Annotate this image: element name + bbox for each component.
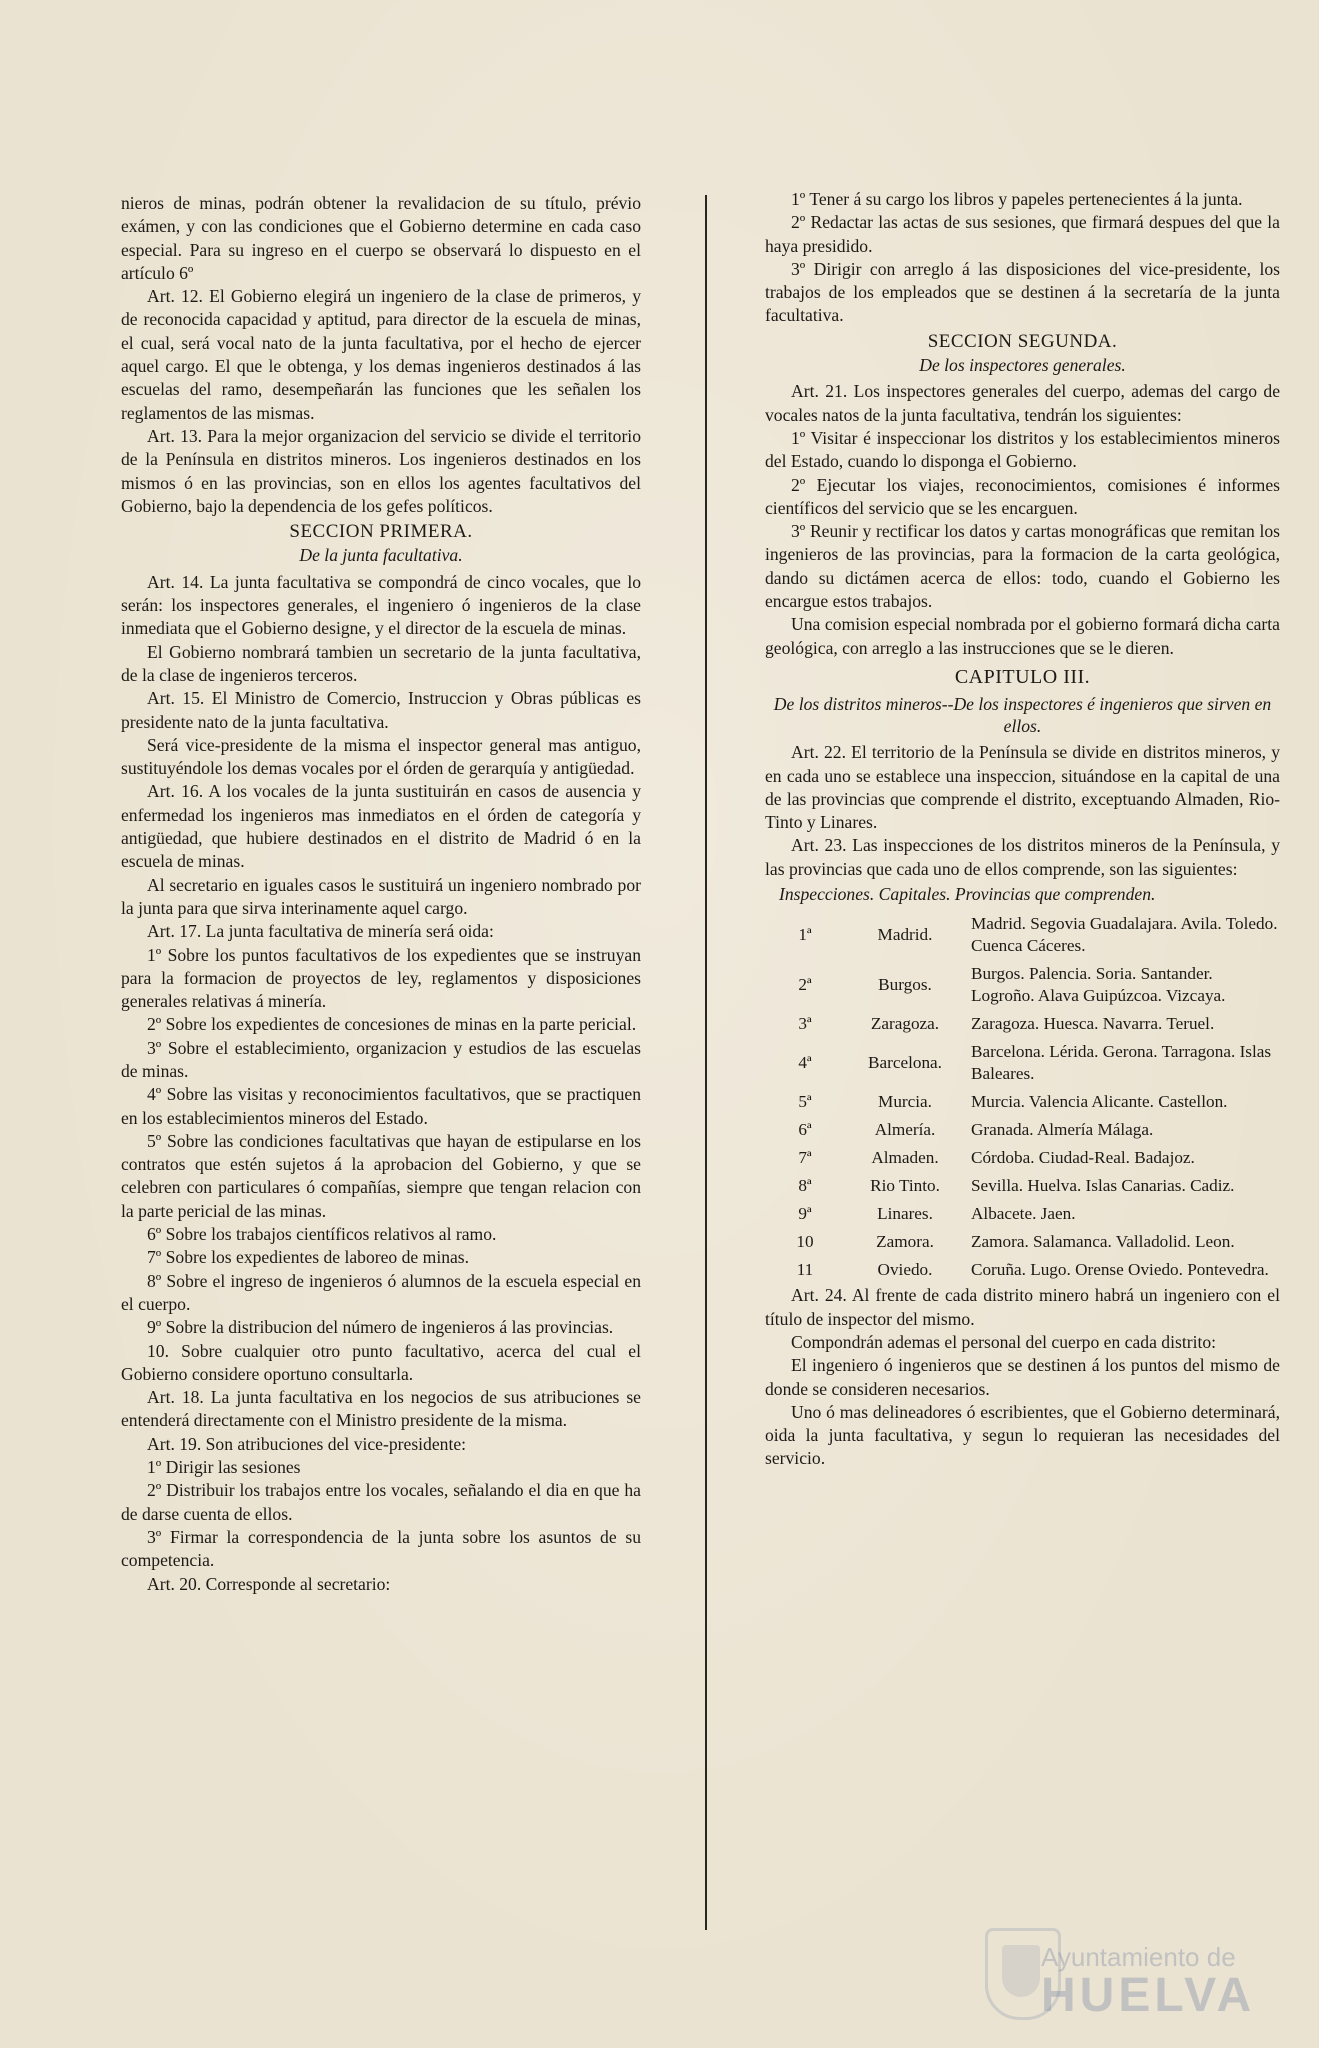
paragraph: 2º Redactar las actas de sus sesiones, que firmará despues del que la haya presidido. (765, 212, 1280, 256)
paragraph: Uno ó mas delineadores ó escribientes, que el Gobierno determinará, oida la junta facultativa, y segun lo requieran las necesidades del servicio. (765, 1401, 1280, 1469)
table-cell-provinces: Coruña. Lugo. Orense Oviedo. Pontevedra. (971, 1260, 1269, 1280)
paragraph: Compondrán ademas el personal del cuerpo en cada distrito: (791, 1331, 1217, 1352)
paragraph: El Gobierno nombrará tambien un secretario de la junta facultativa, de la clase de ingenieros terceros. (121, 641, 641, 685)
paragraph: Será vice-presidente de la misma el inspector general mas antiguo, sustituyéndole los demas vocales por el órden de gerarquía y antigüedad. (121, 734, 641, 779)
table-cell-provinces: Barcelona. Lérida. Gerona. Tarragona. Islas Baleares. (971, 1042, 1272, 1084)
paragraph: Art. 12. El Gobierno elegirá un ingeniero de la clase de primeros, y de reconocida capacidad y aptitud, para director de la escuela de minas, el cual, será vocal nato de la junta facultativa, por el hecho de ejercer aquel cargo. El que le obtenga, y los demas ingenieros destinados á las escuelas del ramo, desempeñarán las funciones que les señalen los reglamentos de las mismas. (121, 286, 641, 423)
table-row (765, 1200, 1280, 1228)
paragraph: 2º Distribuir los trabajos entre los vocales, señalando el dia en que ha de darse cuenta de ellos. (121, 1480, 641, 1524)
paragraph: Una comision especial nombrada por el gobierno formará dicha carta geológica, con arreglo a las instrucciones que se le dieren. (765, 614, 1280, 658)
paragraph: Art. 22. El territorio de la Península se divide en distritos mineros, y en cada uno se establece una inspeccion, situándose en la capital de una de las provincias que comprende el distrito, exceptuando Almaden, Rio-Tinto y Linares. (765, 742, 1280, 833)
paragraph: 4º Sobre las visitas y reconocimientos facultativos, que se practiquen en los establecimientos mineros del Estado. (121, 1084, 641, 1128)
paragraph: 3º Firmar la correspondencia de la junta sobre los asuntos de su competencia. (121, 1526, 641, 1571)
table-cell-provinces: Sevilla. Huelva. Islas Canarias. Cadiz. (971, 1176, 1235, 1196)
paragraph: 10. Sobre cualquier otro punto facultativo, acerca del cual el Gobierno considere oportuno consultarla. (121, 1340, 641, 1384)
paragraph: 3º Reunir y rectificar los datos y cartas monográficas que remitan los ingenieros de las provincias, para la formacion de la carta geológica, dando su dictámen acerca de ellos: todo, cuando el Gobierno les encargue estos trabajos. (765, 521, 1280, 612)
watermark-line2: HUELVA (1041, 1969, 1256, 2022)
paragraph: 8º Sobre el ingreso de ingenieros ó alumnos de la escuela especial en el cuerpo. (121, 1270, 641, 1314)
table-cell-capital: Burgos. (878, 975, 932, 995)
table-cell-number: 8ª (798, 1176, 812, 1196)
paragraph: Art. 15. El Ministro de Comercio, Instruccion y Obras públicas es presidente nato de la junta facultativa. (121, 688, 641, 732)
table-cell-number: 4ª (798, 1053, 812, 1073)
table-cell-provinces: Córdoba. Ciudad-Real. Badajoz. (971, 1148, 1195, 1168)
inspections-table (765, 910, 1280, 1284)
paragraph: 1º Visitar é inspeccionar los distritos y los establecimientos mineros del Estado, cuando lo disponga el Gobierno. (765, 427, 1280, 472)
paragraph: Al secretario en iguales casos le sustituirá un ingeniero nombrado por la junta para que sirva interinamente aquel cargo. (121, 874, 641, 918)
paragraph: nieros de minas, podrán obtener la revalidacion de su título, prévio exámen, y con las condiciones que el Gobierno determine en cada caso especial. Para su ingreso en el cuerpo se observará lo dispuesto en el artículo 6º (121, 193, 641, 283)
table-row (765, 910, 1280, 960)
right-column (765, 188, 1280, 1471)
table-cell-number: 9ª (798, 1204, 812, 1224)
paragraph: 6º Sobre los trabajos científicos relativos al ramo. (147, 1224, 497, 1245)
table-row (765, 1144, 1280, 1172)
paragraph: 1º Tener á su cargo los libros y papeles pertenecientes á la junta. (791, 189, 1243, 209)
paragraph: Art. 19. Son atribuciones del vice-presidente: (147, 1433, 467, 1454)
table-cell-capital: Almería. (874, 1120, 936, 1140)
table-row (765, 1228, 1280, 1256)
table-cell-number: 11 (796, 1260, 814, 1280)
table-cell-provinces: Madrid. Segovia Guadalajara. Avila. Toledo. Cuenca Cáceres. (971, 914, 1278, 956)
paragraph: Art. 17. La junta facultativa de minería será oida: (147, 921, 494, 942)
paragraph: 3º Dirigir con arreglo á las disposiciones del vice-presidente, los trabajos de los empleados que se destinen á la secretaría de la junta facultativa. (765, 258, 1280, 326)
archive-watermark (985, 1922, 1285, 2022)
table-cell-provinces: Burgos. Palencia. Soria. Santander. Logroño. Alava Guipúzcoa. Vizcaya. (971, 964, 1226, 1006)
table-cell-provinces: Zamora. Salamanca. Valladolid. Leon. (971, 1232, 1235, 1252)
paragraph: 9º Sobre la distribucion del número de ingenieros á las provincias. (147, 1317, 614, 1338)
paragraph: Art. 16. A los vocales de la junta sustituirán en casos de ausencia y enfermedad los ingenieros mas inmediatos en el órden de categoría y antigüedad, que hubiere destinados en el distrito de Madrid ó en la escuela de minas. (121, 781, 641, 872)
table-cell-provinces: Murcia. Valencia Alicante. Castellon. (971, 1092, 1228, 1112)
table-cell-number: 5ª (798, 1092, 812, 1112)
table-cell-capital: Oviedo. (877, 1260, 933, 1280)
chapter-subtitle: De los distritos mineros--De los inspectores é ingenieros que sirven en ellos. (773, 694, 1272, 737)
table-cell-capital: Almaden. (871, 1148, 939, 1168)
paragraph: Art. 18. La junta facultativa en los negocios de sus atribuciones se entenderá directamente con el Ministro presidente de la misma. (121, 1387, 641, 1431)
table-cell-number: 10 (796, 1232, 814, 1252)
paragraph: Art. 13. Para la mejor organizacion del servicio se divide el territorio de la Península en distritos mineros. Los ingenieros destinados en los mismos ó en las provincias, son en ellos los agentes facultativos del Gobierno, bajo la dependencia de los gefes políticos. (121, 425, 641, 516)
paragraph: El ingeniero ó ingenieros que se destinen á los puntos del mismo de donde se consideren necesarios. (765, 1355, 1280, 1399)
section-title: SECCION SEGUNDA. (927, 330, 1118, 352)
section-subtitle: De la junta facultativa. (299, 545, 463, 566)
paragraph: Art. 24. Al frente de cada distrito minero habrá un ingeniero con el título de inspector del mismo. (765, 1285, 1280, 1329)
watermark-line1: Ayuntamiento de (1041, 1942, 1236, 1972)
paragraph: 2º Ejecutar los viajes, reconocimientos, comisiones é informes científicos del servicio que se les encarguen. (765, 474, 1280, 518)
table-row (765, 1116, 1280, 1144)
paragraph: 2º Sobre los expedientes de concesiones de minas en la parte pericial. (147, 1014, 637, 1035)
paragraph: 7º Sobre los expedientes de laboreo de minas. (147, 1247, 470, 1268)
table-cell-capital: Madrid. (877, 925, 933, 945)
section-subtitle: De los inspectores generales. (919, 355, 1126, 376)
table-cell-number: 3ª (798, 1014, 812, 1034)
table-row (765, 1256, 1280, 1284)
table-cell-capital: Zaragoza. (870, 1014, 940, 1034)
section-title: SECCION PRIMERA. (289, 521, 473, 543)
table-cell-number: 7ª (798, 1148, 812, 1168)
paragraph: Art. 23. Las inspecciones de los distritos mineros de la Península, y las provincias que cada uno de ellos comprende, son las siguientes: (765, 835, 1280, 879)
chapter-title: CAPITULO III. (954, 665, 1091, 688)
table-cell-capital: Rio Tinto. (870, 1176, 940, 1196)
paragraph: 3º Sobre el establecimiento, organizacion y estudios de las escuelas de minas. (121, 1037, 641, 1081)
table-cell-number: 1ª (798, 925, 812, 945)
table-cell-number: 6ª (798, 1120, 812, 1140)
table-cell-provinces: Albacete. Jaen. (971, 1204, 1076, 1224)
table-cell-number: 2ª (798, 975, 812, 995)
table-cell-provinces: Granada. Almería Málaga. (971, 1120, 1154, 1140)
paragraph: Art. 20. Corresponde al secretario: (147, 1573, 391, 1594)
paragraph: Art. 21. Los inspectores generales del cuerpo, ademas del cargo de vocales natos de la junta facultativa, tendrán los siguientes: (765, 381, 1280, 425)
table-row (765, 1088, 1280, 1116)
table-cell-provinces: Zaragoza. Huesca. Navarra. Teruel. (971, 1014, 1215, 1034)
table-header: Inspecciones. Capitales. Provincias que comprenden. (779, 884, 1156, 905)
table-row (765, 1172, 1280, 1200)
column-divider (705, 195, 707, 1930)
paragraph: Art. 14. La junta facultativa se compondrá de cinco vocales, que lo serán: los inspectores generales, el ingeniero ó ingenieros de la clase inmediata que el Gobierno designe, y el director de la escuela de minas. (121, 571, 641, 639)
table-cell-capital: Zamora. (876, 1232, 934, 1252)
table-cell-capital: Barcelona. (868, 1053, 942, 1073)
paragraph: 1º Sobre los puntos facultativos de los expedientes que se instruyan para la formacion de proyectos de ley, reglamentos y disposiciones generales relativas á minería. (121, 944, 641, 1012)
paragraph: 5º Sobre las condiciones facultativas que hayan de estipularse en los contratos que estén sujetos á la aprobacion del Gobierno, y que se celebren con particulares ó compañías, siempre que tengan relacion con la parte pericial de las minas. (121, 1130, 641, 1221)
table-cell-capital: Murcia. (878, 1092, 932, 1112)
table-row (765, 960, 1280, 1010)
table-row (765, 1010, 1280, 1038)
table-cell-capital: Linares. (877, 1204, 933, 1224)
left-column (121, 192, 641, 1596)
paragraph: 1º Dirigir las sesiones (147, 1457, 301, 1478)
table-row (765, 1038, 1280, 1088)
